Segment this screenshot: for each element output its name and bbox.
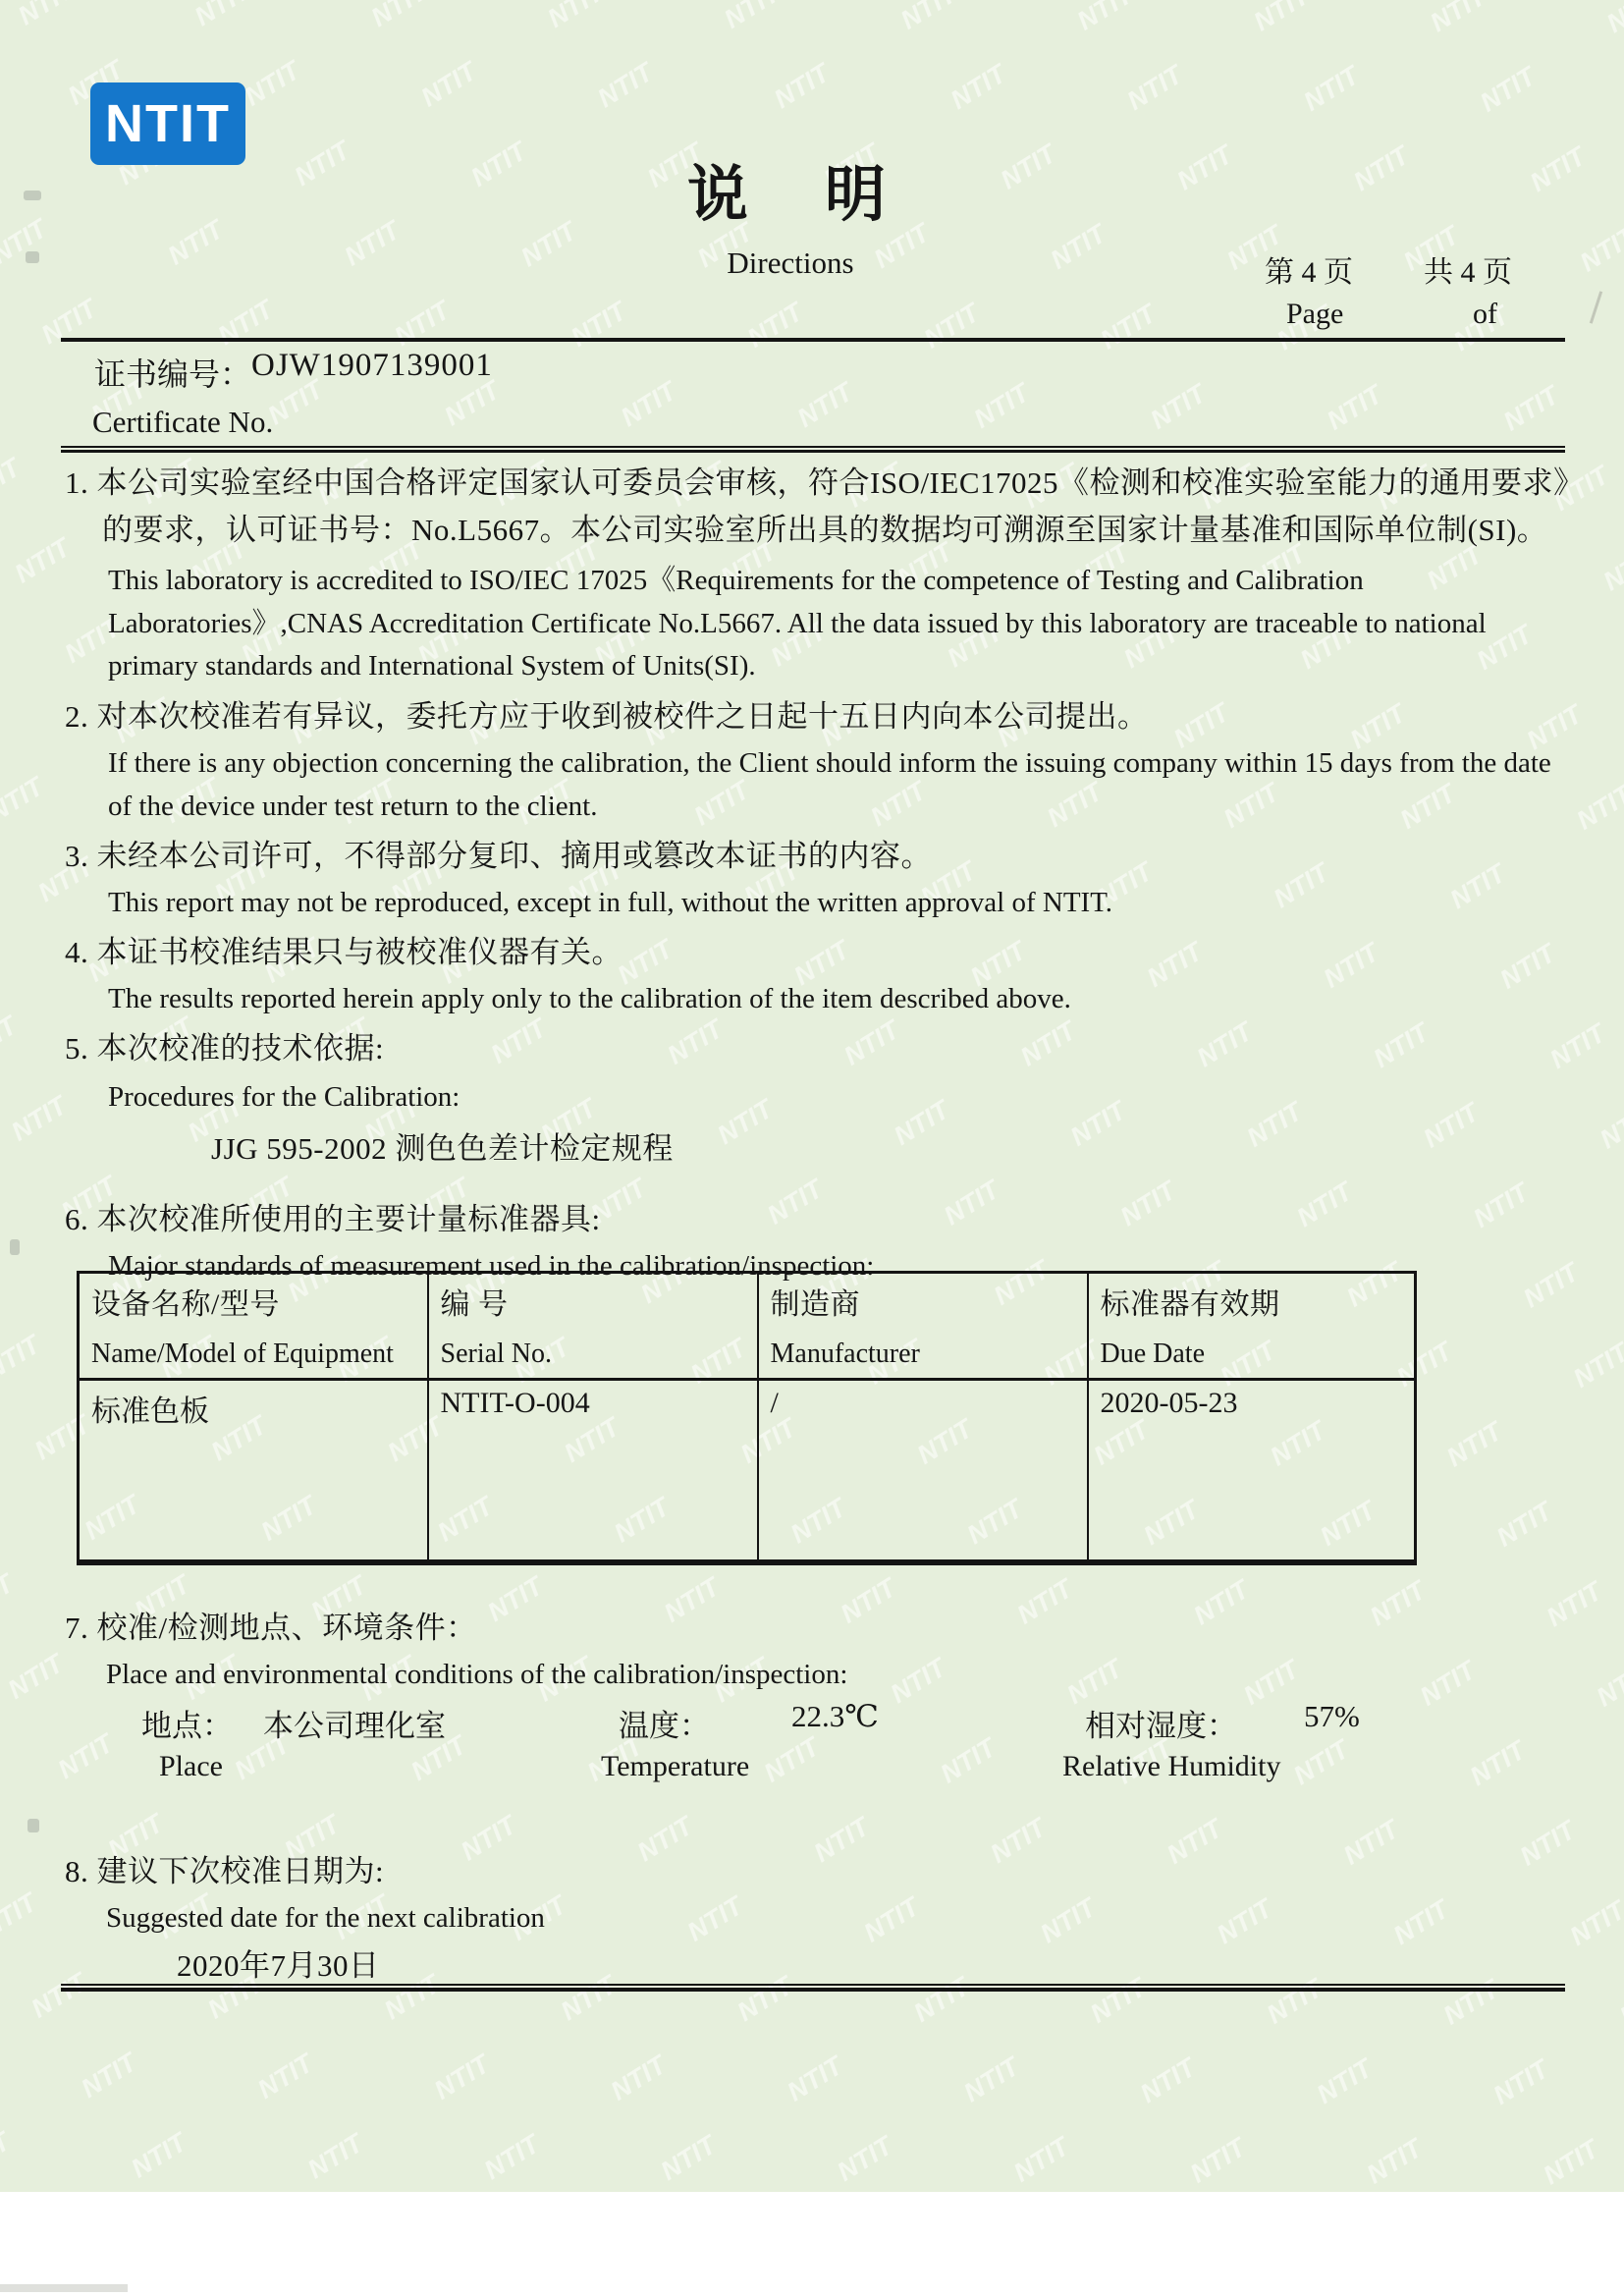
next-calibration-date: 2020年7月30日 xyxy=(177,1948,380,1983)
clause-2-en: If there is any objection concerning the calibration, the Client should inform the issuing company within 15 days from the date of the device under test return to the client. xyxy=(108,747,1551,822)
clause-3-zh: 3. 未经本公司许可，不得部分复印、摘用或篡改本证书的内容。 xyxy=(65,839,932,873)
page-total-zh: 共 4 页 xyxy=(1424,256,1512,289)
header-cell-due-date xyxy=(1088,1273,1416,1380)
place-value: 本公司理化室 xyxy=(263,1709,446,1743)
serial-no-value: NTIT-O-004 xyxy=(440,1387,590,1419)
due-date-value: 2020-05-23 xyxy=(1100,1387,1238,1419)
certificate-label-en: Certificate No. xyxy=(92,405,274,439)
clause-5-zh: 5. 本次校准的技术依据: xyxy=(65,1031,385,1066)
page-title-zh: 说 明 xyxy=(686,162,893,229)
header-serial-en: Serial No. xyxy=(440,1339,553,1369)
header-manufacturer-zh: 制造商 xyxy=(770,1288,860,1321)
cell-due-date xyxy=(1088,1380,1416,1563)
cell-equipment-name xyxy=(79,1380,428,1563)
header-equipment-en: Name/Model of Equipment xyxy=(91,1339,394,1369)
humidity-label-en: Relative Humidity xyxy=(1062,1750,1281,1782)
clause-8-en: Suggested date for the next calibration xyxy=(106,1902,545,1934)
certificate-label-zh: 证书编号： xyxy=(94,356,252,392)
manufacturer-value: / xyxy=(770,1387,779,1419)
page-title-en: Directions xyxy=(727,246,854,280)
header-rule xyxy=(61,338,1565,342)
clause-6-en: Major standards of measurement used in the calibration/inspection: xyxy=(108,1250,875,1282)
page-number-zh: 第 4 页 xyxy=(1265,256,1353,289)
clause-2-zh: 2. 对本次校准若有异议，委托方应于收到被校件之日起十五日内向本公司提出。 xyxy=(65,699,1149,734)
page-number-en: Page xyxy=(1286,298,1344,330)
header-due-date-zh: 标准器有效期 xyxy=(1100,1288,1280,1321)
clause-4-zh: 4. 本证书校准结果只与被校准仪器有关。 xyxy=(65,935,623,969)
header-serial-zh: 编 号 xyxy=(440,1288,509,1321)
humidity-value: 57% xyxy=(1304,1699,1360,1733)
certificate-number: OJW1907139001 xyxy=(251,348,493,383)
standards-table xyxy=(77,1271,1414,1565)
clause-7-zh: 7. 校准/检测地点、环境条件： xyxy=(65,1611,477,1645)
scan-artifact xyxy=(27,1819,39,1832)
place-label-zh: 地点： xyxy=(141,1709,233,1743)
place-label-en: Place xyxy=(159,1750,223,1782)
clause-4-en: The results reported herein apply only to the calibration of the item described above. xyxy=(108,983,1071,1014)
header-manufacturer-en: Manufacturer xyxy=(770,1339,920,1369)
clause-1-zh: 1. 本公司实验室经中国合格评定国家认可委员会审核，符合ISO/IEC17025《检测和校准实验室能力的通用要求》的要求，认可证书号：No.L5667。本公司实验室所出具的数据均可溯源至国家计量基准和国际单位制(SI)。 xyxy=(65,465,1585,548)
certificate-rule xyxy=(61,446,1565,453)
scan-artifact xyxy=(24,191,41,200)
header-cell-serial xyxy=(428,1273,758,1380)
equipment-name-value: 标准色板 xyxy=(91,1395,209,1428)
footer-rule xyxy=(61,1984,1565,1992)
standards-table-header-row xyxy=(79,1273,1416,1380)
scan-artifact xyxy=(26,251,39,263)
temperature-label-en: Temperature xyxy=(601,1750,750,1782)
calibration-standard: JJG 595-2002 测色色差计检定规程 xyxy=(211,1131,674,1166)
temperature-label-zh: 温度： xyxy=(619,1709,710,1743)
header-due-date-en: Due Date xyxy=(1100,1339,1206,1369)
clause-6-zh: 6. 本次校准所使用的主要计量标准器具: xyxy=(65,1202,601,1236)
scan-artifact xyxy=(10,1239,20,1255)
ntit-logo xyxy=(90,82,245,165)
temperature-value: 22.3℃ xyxy=(791,1699,879,1733)
clause-7-en: Place and environmental conditions of the calibration/inspection: xyxy=(106,1659,848,1690)
clause-8-zh: 8. 建议下次校准日期为: xyxy=(65,1854,385,1888)
ntit-logo-text: NTIT xyxy=(105,94,231,153)
clause-3-en: This report may not be reproduced, except in full, without the written approval of NTIT. xyxy=(108,887,1113,918)
humidity-label-zh: 相对湿度： xyxy=(1085,1709,1237,1743)
header-equipment-zh: 设备名称/型号 xyxy=(91,1288,280,1321)
header-cell-equipment xyxy=(79,1273,428,1380)
page-total-en: of xyxy=(1473,298,1497,330)
table-row xyxy=(79,1380,1416,1563)
clause-1-en: This laboratory is accredited to ISO/IEC 17025《Requirements for the competence of Testing and Calibration Laboratories》,CNAS Accreditation Certificate No.L5667. All the data issued by this laboratory are traceable to national primary standards and International System of Units(SI). xyxy=(108,565,1487,682)
cell-serial-no xyxy=(428,1380,758,1563)
cell-manufacturer xyxy=(758,1380,1088,1563)
scan-edge-shadow xyxy=(0,2284,128,2292)
header-cell-manufacturer xyxy=(758,1273,1088,1380)
clause-5-en: Procedures for the Calibration: xyxy=(108,1081,460,1113)
